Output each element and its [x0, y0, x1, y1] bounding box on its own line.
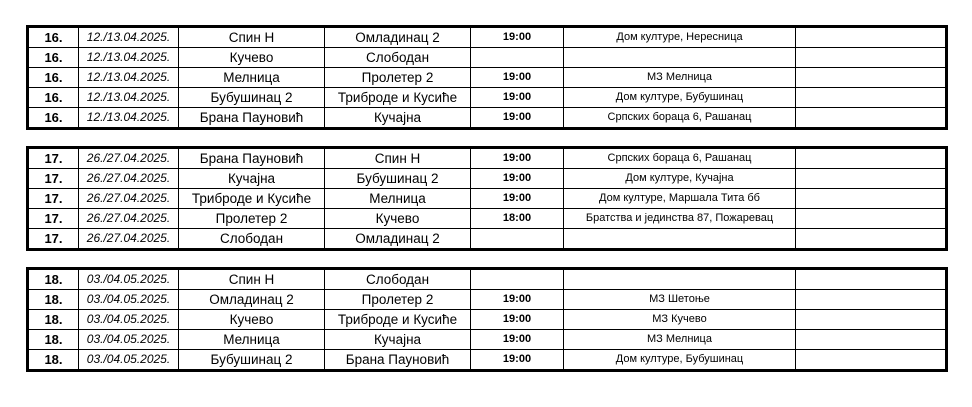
- round-number-cell: 18.: [28, 290, 79, 310]
- round-table-body: [28, 27, 947, 129]
- home-team-cell: Спин Н: [179, 27, 325, 48]
- venue-cell: [564, 229, 796, 250]
- away-team-cell: Слободан: [325, 48, 471, 68]
- kickoff-time-cell: 19:00: [471, 310, 564, 330]
- away-team-cell: Брана Пауновић: [325, 350, 471, 371]
- round-table-body: [28, 269, 947, 371]
- round-number-cell: 17.: [28, 229, 79, 250]
- home-team-cell: Бубушинац 2: [179, 88, 325, 108]
- round-number-cell: 16.: [28, 68, 79, 88]
- match-date-cell: 03./04.05.2025.: [79, 290, 179, 310]
- venue-cell: [564, 269, 796, 290]
- round-number-cell: 16.: [28, 88, 79, 108]
- round-number-cell: 18.: [28, 310, 79, 330]
- home-team-cell: Брана Пауновић: [179, 148, 325, 169]
- notes-cell: [796, 108, 947, 129]
- kickoff-time-cell: 18:00: [471, 209, 564, 229]
- home-team-cell: Мелница: [179, 330, 325, 350]
- round-table-16: [26, 25, 948, 130]
- round-number-cell: 18.: [28, 269, 79, 290]
- notes-cell: [796, 330, 947, 350]
- away-team-cell: Кучево: [325, 209, 471, 229]
- match-date-cell: 03./04.05.2025.: [79, 310, 179, 330]
- home-team-cell: Мелница: [179, 68, 325, 88]
- match-row: [28, 68, 947, 88]
- venue-cell: Дом културе, Бубушинац: [564, 350, 796, 371]
- venue-cell: Српских бораца 6, Рашанац: [564, 148, 796, 169]
- round-number-cell: 18.: [28, 350, 79, 371]
- notes-cell: [796, 88, 947, 108]
- match-date-cell: 03./04.05.2025.: [79, 269, 179, 290]
- notes-cell: [796, 189, 947, 209]
- round-table-body: [28, 148, 947, 250]
- kickoff-time-cell: [471, 269, 564, 290]
- match-row: [28, 48, 947, 68]
- away-team-cell: Пролетер 2: [325, 68, 471, 88]
- match-date-cell: 26./27.04.2025.: [79, 209, 179, 229]
- round-table-18: [26, 267, 948, 372]
- kickoff-time-cell: 19:00: [471, 88, 564, 108]
- notes-cell: [796, 290, 947, 310]
- away-team-cell: Омладинац 2: [325, 27, 471, 48]
- match-date-cell: 12./13.04.2025.: [79, 27, 179, 48]
- match-row: [28, 350, 947, 371]
- round-number-cell: 17.: [28, 189, 79, 209]
- match-row: [28, 330, 947, 350]
- match-row: [28, 229, 947, 250]
- match-row: [28, 108, 947, 129]
- kickoff-time-cell: 19:00: [471, 169, 564, 189]
- kickoff-time-cell: [471, 48, 564, 68]
- venue-cell: Братства и јединства 87, Пожаревац: [564, 209, 796, 229]
- match-row: [28, 310, 947, 330]
- notes-cell: [796, 310, 947, 330]
- notes-cell: [796, 350, 947, 371]
- home-team-cell: Кучево: [179, 310, 325, 330]
- kickoff-time-cell: 19:00: [471, 330, 564, 350]
- kickoff-time-cell: 19:00: [471, 68, 564, 88]
- match-row: [28, 189, 947, 209]
- venue-cell: МЗ Мелница: [564, 330, 796, 350]
- away-team-cell: Мелница: [325, 189, 471, 209]
- match-date-cell: 12./13.04.2025.: [79, 108, 179, 129]
- match-date-cell: 03./04.05.2025.: [79, 330, 179, 350]
- kickoff-time-cell: 19:00: [471, 290, 564, 310]
- venue-cell: Дом културе, Бубушинац: [564, 88, 796, 108]
- away-team-cell: Кучајна: [325, 108, 471, 129]
- match-row: [28, 27, 947, 48]
- notes-cell: [796, 27, 947, 48]
- home-team-cell: Слободан: [179, 229, 325, 250]
- round-number-cell: 17.: [28, 169, 79, 189]
- venue-cell: МЗ Мелница: [564, 68, 796, 88]
- home-team-cell: Кучајна: [179, 169, 325, 189]
- match-date-cell: 12./13.04.2025.: [79, 48, 179, 68]
- match-date-cell: 03./04.05.2025.: [79, 350, 179, 371]
- venue-cell: Српских бораца 6, Рашанац: [564, 108, 796, 129]
- home-team-cell: Бубушинац 2: [179, 350, 325, 371]
- notes-cell: [796, 269, 947, 290]
- kickoff-time-cell: 19:00: [471, 350, 564, 371]
- home-team-cell: Омладинац 2: [179, 290, 325, 310]
- round-number-cell: 16.: [28, 108, 79, 129]
- home-team-cell: Брана Пауновић: [179, 108, 325, 129]
- away-team-cell: Омладинац 2: [325, 229, 471, 250]
- venue-cell: Дом културе, Нересница: [564, 27, 796, 48]
- home-team-cell: Триброде и Кусиће: [179, 189, 325, 209]
- match-row: [28, 148, 947, 169]
- venue-cell: Дом културе, Кучајна: [564, 169, 796, 189]
- kickoff-time-cell: 19:00: [471, 27, 564, 48]
- away-team-cell: Пролетер 2: [325, 290, 471, 310]
- round-number-cell: 18.: [28, 330, 79, 350]
- match-row: [28, 290, 947, 310]
- match-date-cell: 26./27.04.2025.: [79, 148, 179, 169]
- venue-cell: [564, 48, 796, 68]
- notes-cell: [796, 48, 947, 68]
- away-team-cell: Слободан: [325, 269, 471, 290]
- kickoff-time-cell: 19:00: [471, 148, 564, 169]
- match-date-cell: 26./27.04.2025.: [79, 169, 179, 189]
- home-team-cell: Кучево: [179, 48, 325, 68]
- match-row: [28, 88, 947, 108]
- kickoff-time-cell: [471, 229, 564, 250]
- notes-cell: [796, 229, 947, 250]
- away-team-cell: Бубушинац 2: [325, 169, 471, 189]
- home-team-cell: Пролетер 2: [179, 209, 325, 229]
- match-row: [28, 169, 947, 189]
- away-team-cell: Триброде и Кусиће: [325, 310, 471, 330]
- notes-cell: [796, 209, 947, 229]
- venue-cell: МЗ Шетоње: [564, 290, 796, 310]
- match-date-cell: 26./27.04.2025.: [79, 189, 179, 209]
- kickoff-time-cell: 19:00: [471, 108, 564, 129]
- round-number-cell: 16.: [28, 27, 79, 48]
- match-date-cell: 26./27.04.2025.: [79, 229, 179, 250]
- home-team-cell: Спин Н: [179, 269, 325, 290]
- match-date-cell: 12./13.04.2025.: [79, 88, 179, 108]
- notes-cell: [796, 148, 947, 169]
- match-date-cell: 12./13.04.2025.: [79, 68, 179, 88]
- away-team-cell: Кучајна: [325, 330, 471, 350]
- round-number-cell: 16.: [28, 48, 79, 68]
- round-number-cell: 17.: [28, 209, 79, 229]
- match-row: [28, 269, 947, 290]
- notes-cell: [796, 68, 947, 88]
- away-team-cell: Спин Н: [325, 148, 471, 169]
- round-number-cell: 17.: [28, 148, 79, 169]
- notes-cell: [796, 169, 947, 189]
- venue-cell: Дом културе, Маршала Тита бб: [564, 189, 796, 209]
- match-row: [28, 209, 947, 229]
- away-team-cell: Триброде и Кусиће: [325, 88, 471, 108]
- kickoff-time-cell: 19:00: [471, 189, 564, 209]
- round-table-17: [26, 146, 948, 251]
- venue-cell: МЗ Кучево: [564, 310, 796, 330]
